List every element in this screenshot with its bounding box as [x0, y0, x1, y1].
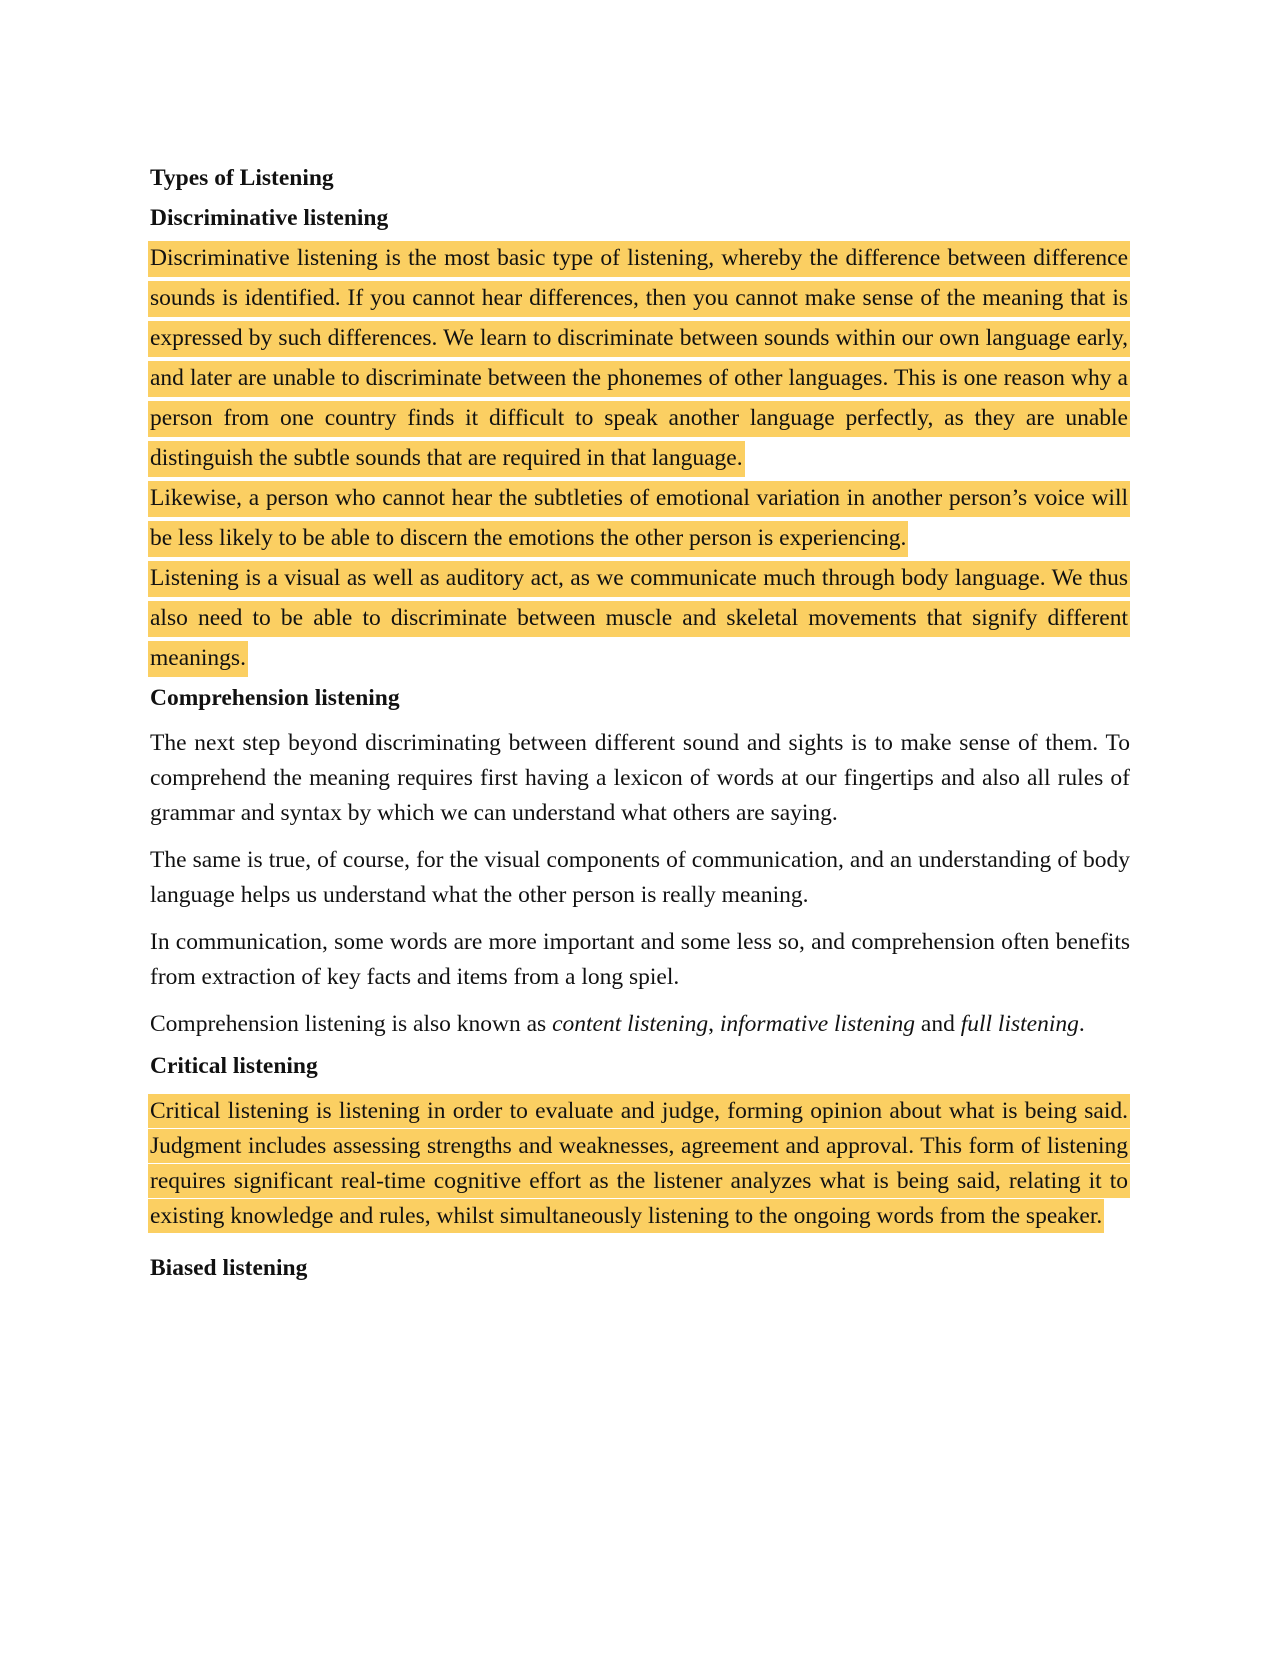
comprehension-aka-paragraph — [150, 1007, 1130, 1042]
aka-sep-1: , — [708, 1011, 720, 1037]
section-heading-critical: Critical listening — [150, 1053, 318, 1079]
document-page — [150, 158, 1130, 1288]
section-heading-discriminative: Discriminative listening — [150, 205, 389, 231]
section-heading-comprehension: Comprehension listening — [150, 685, 400, 711]
critical-paragraph-1 — [150, 1094, 1130, 1234]
highlighted-text: Listening is a visual as well as auditory act, as we communicate much through body language. We thus also need to be able to discriminate between muscle and skeletal movements that signify different meanings. — [148, 561, 1130, 677]
section-heading-biased: Biased listening — [150, 1255, 308, 1281]
highlighted-text: Critical listening is listening in order to evaluate and judge, forming opinion about what is being said. Judgment includes assessing strengths and weaknesses, agreement and approval. This form of listening requires significant real-time cognitive effort as the listener analyzes what is being said, relating it to existing knowledge and rules, whilst simultaneously listening to the ongoing words from the speaker. — [148, 1094, 1130, 1233]
discriminative-paragraph-3 — [150, 558, 1130, 678]
aka-term-informative: informative listening — [719, 1011, 916, 1037]
discriminative-paragraph-2 — [150, 478, 1130, 558]
highlighted-text: Likewise, a person who cannot hear the subtleties of emotional variation in another person’s voice will be less likely to be able to discern the emotions the other person is experiencing. — [148, 481, 1130, 557]
aka-prefix: Comprehension listening is also known as — [150, 1011, 553, 1037]
comprehension-paragraph-3: In communication, some words are more important and some less so, and comprehension often benefits from extraction of key facts and items from a long spiel. — [150, 929, 1130, 990]
aka-sep-2: and — [915, 1011, 961, 1037]
discriminative-paragraph-1 — [150, 238, 1130, 478]
aka-suffix: . — [1078, 1011, 1085, 1037]
aka-term-content: content listening — [552, 1011, 709, 1037]
comprehension-paragraph-2: The same is true, of course, for the visual components of communication, and an understanding of body language helps us understand what the other person is really meaning. — [150, 847, 1130, 908]
comprehension-paragraph-1: The next step beyond discriminating between different sound and sights is to make sense of them. To comprehend the meaning requires first having a lexicon of words at our fingertips and also all rules of grammar and syntax by which we can understand what others are saying. — [150, 730, 1130, 826]
highlighted-text: Discriminative listening is the most basic type of listening, whereby the difference between difference sounds is identified. If you cannot hear differences, then you cannot make sense of the meaning that is expressed by such differences. We learn to discriminate between sounds within our own language early, and later are unable to discriminate between the phonemes of other languages. This is one reason why a person from one country finds it difficult to speak another language perfectly, as they are unable distinguish the subtle sounds that are required in that language. — [148, 241, 1130, 477]
document-title: Types of Listening — [150, 165, 334, 191]
aka-term-full: full listening — [960, 1011, 1079, 1037]
